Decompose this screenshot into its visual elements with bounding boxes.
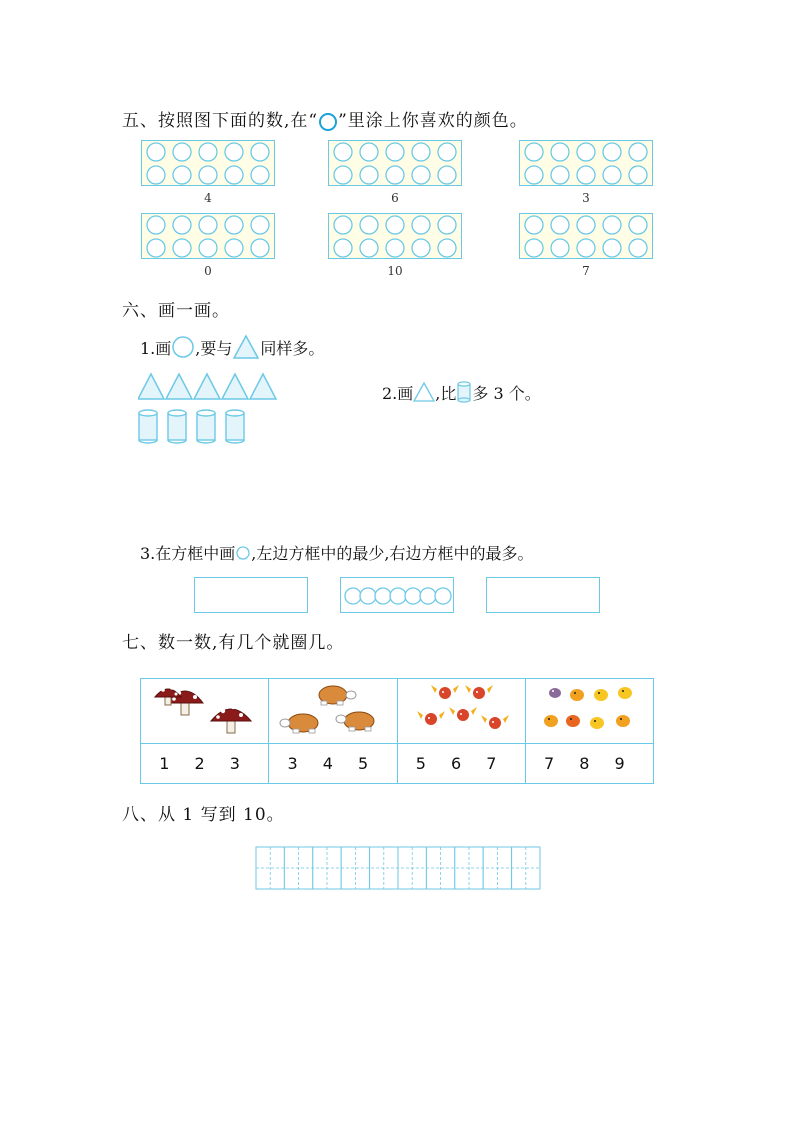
- circle-icon[interactable]: [360, 239, 378, 257]
- circle-icon[interactable]: [334, 166, 352, 184]
- choices-cell[interactable]: [141, 744, 269, 784]
- circle-icon[interactable]: [438, 216, 456, 234]
- right-draw-box[interactable]: [486, 577, 600, 613]
- circle-icon: [345, 588, 361, 604]
- circle-icon[interactable]: [334, 239, 352, 257]
- middle-box: [340, 577, 454, 613]
- turtle-icon: [336, 712, 374, 731]
- birds-cell: [397, 679, 525, 744]
- circle-icon[interactable]: [173, 239, 191, 257]
- circle-icon[interactable]: [438, 166, 456, 184]
- cylinder-icon: [197, 410, 215, 443]
- circle-icon: [360, 588, 376, 604]
- circle-icon[interactable]: [629, 166, 647, 184]
- bird-icon: [431, 685, 459, 699]
- circle-icon[interactable]: [577, 143, 595, 161]
- choice-numbers[interactable]: 1 2 3: [159, 754, 250, 773]
- turtles-cell: [269, 679, 397, 744]
- circle-card: [328, 140, 462, 186]
- chick-icon: [594, 689, 608, 701]
- circle-icon[interactable]: [525, 239, 543, 257]
- bird-icon: [465, 685, 493, 699]
- chick-icon: [618, 687, 632, 699]
- triangles-row: [138, 372, 278, 402]
- count-table: [140, 678, 654, 784]
- q3-line: 3.在方框中画 ,左边方框中的最少,右边方框中的最多。: [140, 544, 534, 563]
- birds-picture: [401, 679, 521, 739]
- circle-icon[interactable]: [603, 166, 621, 184]
- cylinders-row: [136, 408, 252, 446]
- card-number: 3: [582, 191, 590, 205]
- circle-icon[interactable]: [147, 216, 165, 234]
- circle-icon[interactable]: [629, 239, 647, 257]
- circle-icon: [390, 588, 406, 604]
- circle-icon[interactable]: [360, 143, 378, 161]
- mushrooms-cell: [141, 679, 269, 744]
- circle-icon[interactable]: [525, 216, 543, 234]
- chick-icon: [616, 715, 630, 727]
- circle-icon[interactable]: [199, 216, 217, 234]
- choice-numbers[interactable]: 3 4 5: [287, 754, 379, 773]
- circle-icon[interactable]: [551, 143, 569, 161]
- section5-heading: 五、按照图下面的数,在“ ”里涂上你喜欢的颜色。: [122, 111, 528, 131]
- circle-icon[interactable]: [251, 239, 269, 257]
- circle-icon[interactable]: [199, 239, 217, 257]
- circle-icon: [171, 335, 195, 359]
- choices-cell[interactable]: [397, 744, 525, 784]
- circle-icon[interactable]: [525, 166, 543, 184]
- circle-icon[interactable]: [577, 166, 595, 184]
- circle-icon[interactable]: [412, 143, 430, 161]
- circle-icon[interactable]: [438, 239, 456, 257]
- choices-cell[interactable]: [269, 744, 397, 784]
- turtle-icon: [319, 686, 356, 705]
- triangle-icon: [194, 374, 220, 399]
- circle-icon[interactable]: [147, 239, 165, 257]
- chicks-picture: [529, 679, 649, 739]
- card-number: 0: [204, 264, 212, 278]
- circle-icon[interactable]: [225, 216, 243, 234]
- card-number: 7: [582, 264, 590, 278]
- choice-numbers[interactable]: 5 6 7: [415, 754, 507, 773]
- circle-icon[interactable]: [334, 143, 352, 161]
- circle-icon[interactable]: [225, 143, 243, 161]
- circle-icon[interactable]: [225, 239, 243, 257]
- circle-icon[interactable]: [251, 143, 269, 161]
- chick-icon: [566, 715, 580, 727]
- bird-icon: [449, 707, 477, 721]
- circle-icon[interactable]: [386, 143, 404, 161]
- circle-icon[interactable]: [147, 166, 165, 184]
- circle-icon[interactable]: [577, 216, 595, 234]
- circle-icon[interactable]: [199, 143, 217, 161]
- circle-icon[interactable]: [412, 216, 430, 234]
- circle-icon[interactable]: [603, 143, 621, 161]
- section6-heading: 六、画一画。: [122, 301, 230, 321]
- cylinder-icon: [456, 380, 472, 404]
- circle-icon[interactable]: [577, 239, 595, 257]
- circle-icon[interactable]: [629, 143, 647, 161]
- circle-icon[interactable]: [386, 239, 404, 257]
- card-number: 4: [204, 191, 212, 205]
- circle-card: [328, 213, 462, 259]
- circle-icon: [235, 545, 251, 561]
- section8-heading: 八、从 1 写到 10。: [122, 805, 285, 825]
- triangle-icon: [166, 374, 192, 399]
- triangle-icon: [232, 334, 260, 360]
- circle-icon[interactable]: [360, 216, 378, 234]
- circle-icon[interactable]: [199, 166, 217, 184]
- q2-line: 2.画 ,比 多 3 个。: [382, 380, 541, 404]
- circle-icon: [405, 588, 421, 604]
- section7-heading: 七、数一数,有几个就圈几。: [122, 633, 345, 653]
- bird-icon: [417, 711, 445, 725]
- triangle-icon: [138, 374, 164, 399]
- circle-icon[interactable]: [360, 166, 378, 184]
- choice-numbers[interactable]: 7 8 9: [544, 754, 635, 773]
- circle-icon[interactable]: [386, 166, 404, 184]
- chick-icon: [590, 717, 604, 729]
- circle-icon[interactable]: [386, 216, 404, 234]
- left-draw-box[interactable]: [194, 577, 308, 613]
- circle-icon[interactable]: [334, 216, 352, 234]
- mushroom-icon: [211, 705, 251, 733]
- chick-icon: [570, 689, 584, 701]
- bird-icon: [481, 715, 509, 729]
- circle-card: [519, 213, 653, 259]
- circle-icon[interactable]: [525, 143, 543, 161]
- circle-icon[interactable]: [629, 216, 647, 234]
- circle-icon: [435, 588, 451, 604]
- circle-icon[interactable]: [173, 166, 191, 184]
- circle-icon[interactable]: [412, 239, 430, 257]
- circle-icon[interactable]: [173, 216, 191, 234]
- circle-icon[interactable]: [551, 239, 569, 257]
- circle-icon: [375, 588, 391, 604]
- chick-icon: [544, 715, 558, 727]
- circles-row: [341, 578, 453, 612]
- choices-cell[interactable]: [525, 744, 653, 784]
- cylinder-icon: [139, 410, 157, 443]
- circle-icon[interactable]: [603, 239, 621, 257]
- writing-grid[interactable]: [255, 846, 541, 890]
- chick-icon: [549, 688, 561, 698]
- q1-line: 1.画 ,要与 同样多。: [140, 334, 324, 360]
- circle-icon[interactable]: [147, 143, 165, 161]
- circle-icon[interactable]: [438, 143, 456, 161]
- circle-icon[interactable]: [251, 216, 269, 234]
- circle-icon: [420, 588, 436, 604]
- card-number: 10: [387, 264, 403, 278]
- circle-icon[interactable]: [412, 166, 430, 184]
- circle-card: [141, 213, 275, 259]
- cylinder-icon: [168, 410, 186, 443]
- circle-card: [519, 140, 653, 186]
- circle-icon[interactable]: [551, 166, 569, 184]
- turtle-icon: [280, 714, 318, 733]
- card-number: 6: [391, 191, 399, 205]
- circle-icon[interactable]: [173, 143, 191, 161]
- triangle-icon: [250, 374, 276, 399]
- circle-icon[interactable]: [603, 216, 621, 234]
- circle-icon[interactable]: [551, 216, 569, 234]
- cylinder-icon: [226, 410, 244, 443]
- triangle-icon: [413, 381, 435, 403]
- circle-icon: [318, 112, 338, 132]
- chicks-cell: [525, 679, 653, 744]
- triangle-icon: [222, 374, 248, 399]
- turtles-picture: [273, 679, 393, 739]
- circle-card: [141, 140, 275, 186]
- circle-icon[interactable]: [251, 166, 269, 184]
- circle-icon[interactable]: [225, 166, 243, 184]
- mushrooms-picture: [145, 679, 265, 739]
